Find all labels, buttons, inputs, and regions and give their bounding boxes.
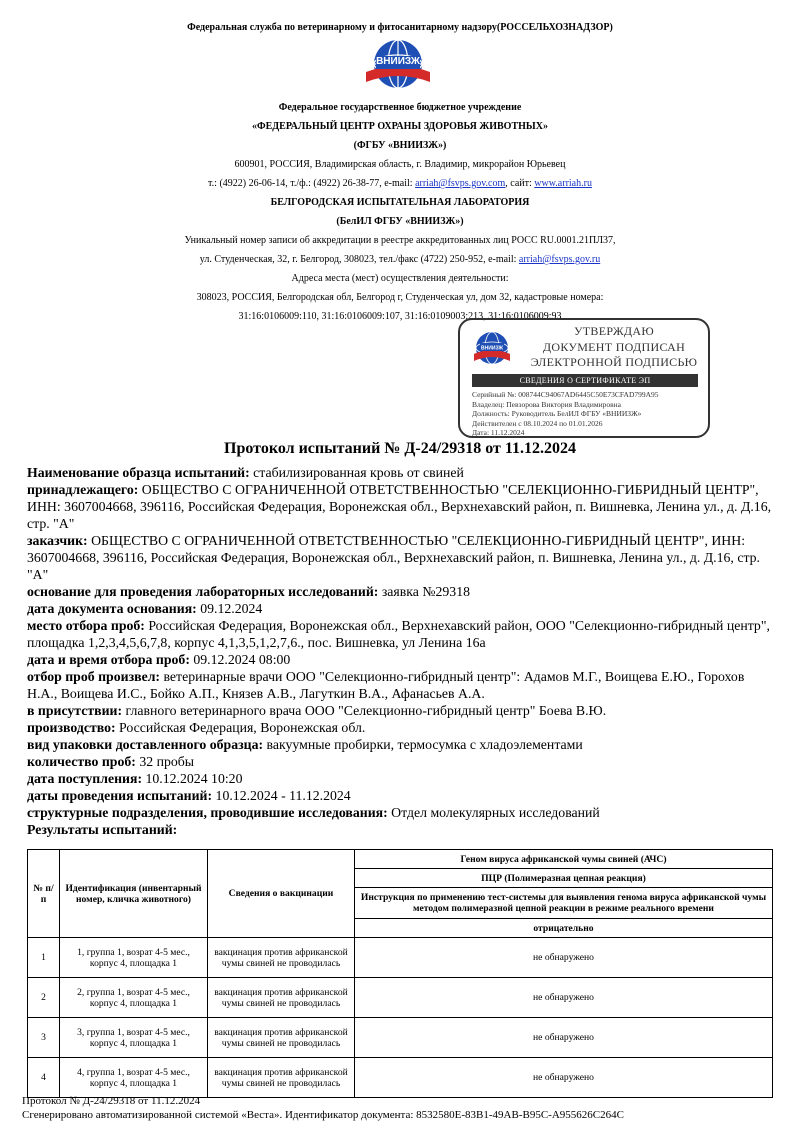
- cell-identification: 2, группа 1, возрат 4-5 мес., корпус 4, площадка 1: [60, 978, 208, 1018]
- field-sampling-datetime: дата и время отбора проб: 09.12.2024 08:00: [27, 652, 291, 667]
- lab-short-name: (БелИЛ ФГБУ «ВНИИЗЖ»): [336, 216, 464, 227]
- org-name: «ФЕДЕРАЛЬНЫЙ ЦЕНТР ОХРАНЫ ЗДОРОВЬЯ ЖИВОТНЫХ»: [252, 121, 548, 132]
- col-header-vaccination: Сведения о вакцинации: [208, 850, 355, 938]
- col-header-instruction: Инструкция по применению тест-системы для выявления генома вируса африканской чумы методом полимеразной цепной реакции в режиме реального времени: [355, 888, 773, 919]
- stamp-e-signature: ЭЛЕКТРОННОЙ ПОДПИСЬЮ: [530, 355, 698, 369]
- cell-result: не обнаружено: [355, 938, 773, 978]
- cell-number: 2: [28, 978, 60, 1018]
- col-header-target: Геном вируса африканской чумы свиней (АЧС): [355, 850, 773, 869]
- table-header-row: [28, 850, 773, 869]
- cell-result: не обнаружено: [355, 1058, 773, 1098]
- footer-protocol: Протокол № Д-24/29318 от 11.12.2024: [22, 1095, 201, 1107]
- col-header-method: ПЦР (Полимеразная цепная реакция): [355, 869, 773, 888]
- org-address: 600901, РОССИЯ, Владимирская область, г. Владимир, микрорайон Юрьевец: [234, 159, 566, 170]
- table-row: [28, 938, 773, 978]
- cell-vaccination: вакцинация против африканской чумы свиней не проводилась: [208, 978, 355, 1018]
- lab-address: ул. Студенческая, 32, г. Белгород, 308023, тел./факс (4722) 250-952, e-mail: arriah@fsvps.gov.ru: [199, 254, 601, 265]
- protocol-fields: [27, 464, 777, 838]
- cell-result: не обнаружено: [355, 978, 773, 1018]
- field-departments: структурные подразделения, проводившие исследования: Отдел молекулярных исследований: [27, 805, 600, 820]
- page-footer: [22, 1094, 624, 1122]
- stamp-logo-icon: [472, 330, 512, 368]
- cell-identification: 3, группа 1, возрат 4-5 мес., корпус 4, площадка 1: [60, 1018, 208, 1058]
- stamp-position: Должность: Руководитель БелИЛ ФГБУ «ВНИИЗЖ»: [472, 409, 642, 418]
- logo-text: ВНИИЗЖ: [376, 56, 420, 67]
- field-packaging: вид упаковки доставленного образца: вакуумные пробирки, термосумка с хладоэлементами: [27, 737, 583, 752]
- field-production: производство: Российская Федерация, Воронежская обл.: [27, 720, 366, 735]
- organization-block: [0, 98, 800, 326]
- org-short-name: (ФГБУ «ВНИИЗЖ»): [353, 140, 447, 151]
- activity-title: Адреса места (мест) осуществления деятельности:: [291, 273, 509, 284]
- col-header-norm: отрицательно: [355, 919, 773, 938]
- cell-number: 1: [28, 938, 60, 978]
- field-basis: основание для проведения лабораторных исследований: заявка №29318: [27, 584, 470, 599]
- table-row: [28, 1058, 773, 1098]
- footer-generated: Сгенерировано автоматизированной системой «Веста». Идентификатор документа: 8532580E-83B1-49AB-B95C-A955626C264C: [22, 1109, 624, 1121]
- field-customer: заказчик: ОБЩЕСТВО С ОГРАНИЧЕННОЙ ОТВЕТСТВЕННОСТЬЮ "СЕЛЕКЦИОННО-ГИБРИДНЫЙ ЦЕНТР", ИНН: 3607004668, 396116, Российская Федерация, Воронежская обл., Верхнехавский район, п. Вишневка, Ленина ул., д. Д.16, стр. "А": [27, 533, 760, 582]
- field-basis-date: дата документа основания: 09.12.2024: [27, 601, 263, 616]
- stamp-cert-title: СВЕДЕНИЯ О СЕРТИФИКАТЕ ЭП: [472, 374, 698, 387]
- org-type: Федеральное государственное бюджетное учреждение: [278, 102, 522, 113]
- results-heading: Результаты испытаний:: [27, 822, 178, 837]
- cell-vaccination: вакцинация против африканской чумы свиней не проводилась: [208, 1058, 355, 1098]
- cell-identification: 4, группа 1, возрат 4-5 мес., корпус 4, площадка 1: [60, 1058, 208, 1098]
- stamp-valid: Действителен с 08.10.2024 по 01.01.2026: [472, 418, 603, 428]
- table-row: [28, 978, 773, 1018]
- stamp-serial: Серийный №: 008744C94067AD6445C50E73CFAD799A95: [472, 390, 659, 399]
- accreditation: Уникальный номер записи об аккредитации в реестре аккредитованных лиц РОСС RU.0001.21ПЛ37,: [184, 235, 616, 246]
- field-sampled-by: отбор проб произвел: ветеринарные врачи ООО "Селекционно-гибридный центр": Адамов М.Г., Воищева Е.Ю., Горохов Н.А., Воищева И.С., Бойко А.П., Князев А.В., Лагуткин В.А., Афанасьев А.А.: [27, 669, 745, 701]
- stamp-signed: ДОКУМЕНТ ПОДПИСАН: [542, 340, 686, 354]
- results-table: [27, 849, 773, 1098]
- stamp-owner: Владелец: Певзорова Виктория Владимировна: [472, 399, 621, 409]
- cell-number: 3: [28, 1018, 60, 1058]
- field-sample-count: количество проб: 32 пробы: [27, 754, 195, 769]
- e-signature-stamp: [458, 318, 710, 438]
- cadastral-numbers: 31:16:0106009:110, 31:16:0106009:107, 31:16:0109003:213, 31:16:0106009:93: [238, 311, 562, 322]
- protocol-title: Протокол испытаний № Д-24/29318 от 11.12.2024: [224, 440, 576, 457]
- field-sample-name: Наименование образца испытаний: стабилизированная кровь от свиней: [27, 465, 464, 480]
- org-contacts: т.: (4922) 26-06-14, т./ф.: (4922) 26-38-77, e-mail: arriah@fsvps.gov.com, сайт: www.arriah.ru: [208, 178, 592, 189]
- field-sampling-place: место отбора проб: Российская Федерация, Воронежская обл., Верхнехавский район, ООО "Селекционно-гибридный центр", площадка 1,2,3,4,5,6,7,8, корпус 4,1,3,5,1,2,7,6., пос. Вишневка, ул Ленина 16а: [27, 618, 770, 650]
- lab-name: БЕЛГОРОДСКАЯ ИСПЫТАТЕЛЬНАЯ ЛАБОРАТОРИЯ: [270, 197, 530, 208]
- field-test-dates: даты проведения испытаний: 10.12.2024 - 11.12.2024: [27, 788, 351, 803]
- activity-address: 308023, РОССИЯ, Белгородская обл, Белгород г, Студенческая ул, дом 32, кадастровые номера:: [196, 292, 604, 303]
- cell-number: 4: [28, 1058, 60, 1098]
- agency-name: Федеральная служба по ветеринарному и фитосанитарному надзору(РОССЕЛЬХОЗНАДЗОР): [187, 22, 613, 33]
- col-header-number: № п/п: [28, 850, 60, 938]
- lab-email-link[interactable]: arriah@fsvps.gov.ru: [518, 254, 601, 265]
- org-email-link[interactable]: arriah@fsvps.gov.com: [415, 178, 506, 189]
- table-row: [28, 1018, 773, 1058]
- stamp-approve: УТВЕРЖДАЮ: [573, 324, 655, 338]
- stamp-cert-details: [472, 390, 702, 438]
- svg-text:ВНИИЗЖ: ВНИИЗЖ: [481, 345, 503, 352]
- field-received: дата поступления: 10.12.2024 10:20: [27, 771, 243, 786]
- cell-identification: 1, группа 1, возрат 4-5 мес., корпус 4, площадка 1: [60, 938, 208, 978]
- vniizzh-logo-icon: [362, 38, 434, 96]
- cell-vaccination: вакцинация против африканской чумы свиней не проводилась: [208, 938, 355, 978]
- col-header-identification: Идентификация (инвентарный номер, кличка животного): [60, 850, 208, 938]
- org-site-link[interactable]: www.arriah.ru: [534, 178, 592, 189]
- stamp-date: Дата: 11.12.2024: [472, 428, 525, 437]
- field-in-presence: в присутствии: главного ветеринарного врача ООО "Селекционно-гибридный центр" Боева В.Ю.: [27, 703, 607, 718]
- field-owner: принадлежащего: ОБЩЕСТВО С ОГРАНИЧЕННОЙ ОТВЕТСТВЕННОСТЬЮ "СЕЛЕКЦИОННО-ГИБРИДНЫЙ ЦЕНТР", ИНН: 3607004668, 396116, Российская Федерация, Воронежская обл., Верхнехавский район, п. Вишневка, Ленина ул., д. Д.16, стр. "А": [27, 482, 772, 531]
- cell-result: не обнаружено: [355, 1018, 773, 1058]
- cell-vaccination: вакцинация против африканской чумы свиней не проводилась: [208, 1018, 355, 1058]
